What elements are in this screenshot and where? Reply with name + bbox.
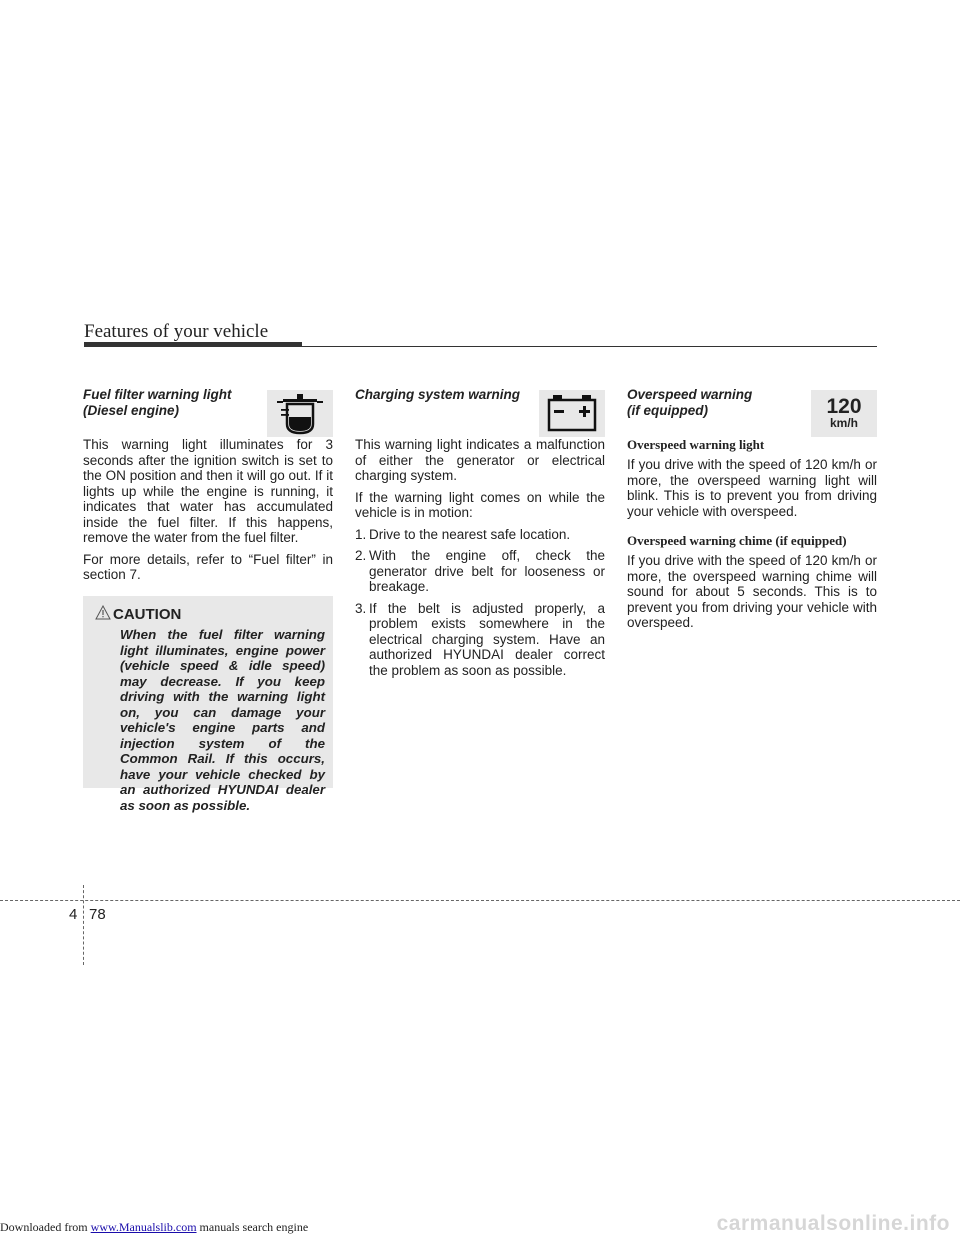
fuel-filter-paragraph-1: This warning light illuminates for 3 seconds after the ignition switch is set to the ON position and then it will go out. If it lights up while the engine is running, it indicates that water has accumulated inside the fuel filter. If this happens, remove the water from the fuel filter. (83, 437, 333, 545)
charging-system-title: Charging system warning (355, 387, 521, 402)
fuel-filter-paragraph-2: For more details, refer to “Fuel filter” in section 7. (83, 551, 333, 582)
list-item: 2. With the engine off, check the generator drive belt for looseness or breakage. (355, 548, 605, 594)
caution-box (83, 596, 333, 813)
list-item: 1. Drive to the nearest safe location. (355, 526, 571, 542)
page-number: 78 (89, 906, 106, 923)
fuel-filter-title: Fuel filter warning light (Diesel engine) (83, 387, 232, 418)
header-rule (84, 346, 877, 347)
speed-120-icon (811, 390, 877, 437)
charging-system-section (355, 387, 605, 684)
chapter-number: 4 (69, 906, 78, 923)
charging-steps-list (355, 527, 605, 679)
speed-unit: km/h (829, 416, 858, 430)
footer-dashed-rule (0, 900, 960, 901)
speed-value: 120 (826, 395, 862, 418)
footer-vertical-rule (83, 885, 84, 965)
fuel-filter-section (83, 387, 333, 589)
fuel-filter-icon (267, 390, 333, 437)
battery-icon (539, 390, 605, 437)
overspeed-chime-subheading: Overspeed warning chime (if equipped) (627, 533, 847, 548)
caution-heading: CAUTION (113, 606, 182, 623)
watermark: carmanualsonline.info (716, 1212, 950, 1235)
download-credit: Downloaded from www.Manualslib.com manuals search engine (0, 1220, 309, 1234)
overspeed-light-text: If you drive with the speed of 120 km/h or more, the overspeed warning light will blink. This is to prevent you from driving your vehicle with overspeed. (627, 457, 877, 519)
warning-triangle-icon (95, 605, 111, 620)
manualslib-link[interactable]: www.Manualslib.com (90, 1220, 197, 1234)
overspeed-title: Overspeed warning (if equipped) (627, 387, 753, 418)
overspeed-light-subheading: Overspeed warning light (627, 437, 765, 452)
list-item: 3. If the belt is adjusted properly, a problem exists somewhere in the electrical charging system. Have an authorized HYUNDAI dealer correct the problem as soon as possible. (355, 600, 605, 678)
caution-text: When the fuel filter warning light illuminates, engine power (vehicle speed & idle speed) may decrease. If you keep driving with the warning light on, you can damage your vehicle's engine parts and injection system of the Common Rail. If this occurs, have your vehicle checked by an authorized HYUNDAI dealer as soon as possible. (120, 627, 325, 813)
overspeed-section (627, 387, 877, 637)
overspeed-chime-text: If you drive with the speed of 120 km/h or more, the overspeed warning chime will sound for about 5 seconds. This is to prevent you from driving your vehicle with overspeed. (627, 553, 877, 630)
charging-paragraph-1: This warning light indicates a malfunction of either the generator or electrical charging system. (355, 437, 605, 483)
charging-paragraph-2: If the warning light comes on while the vehicle is in motion: (355, 489, 605, 520)
page-header-title: Features of your vehicle (84, 321, 269, 342)
